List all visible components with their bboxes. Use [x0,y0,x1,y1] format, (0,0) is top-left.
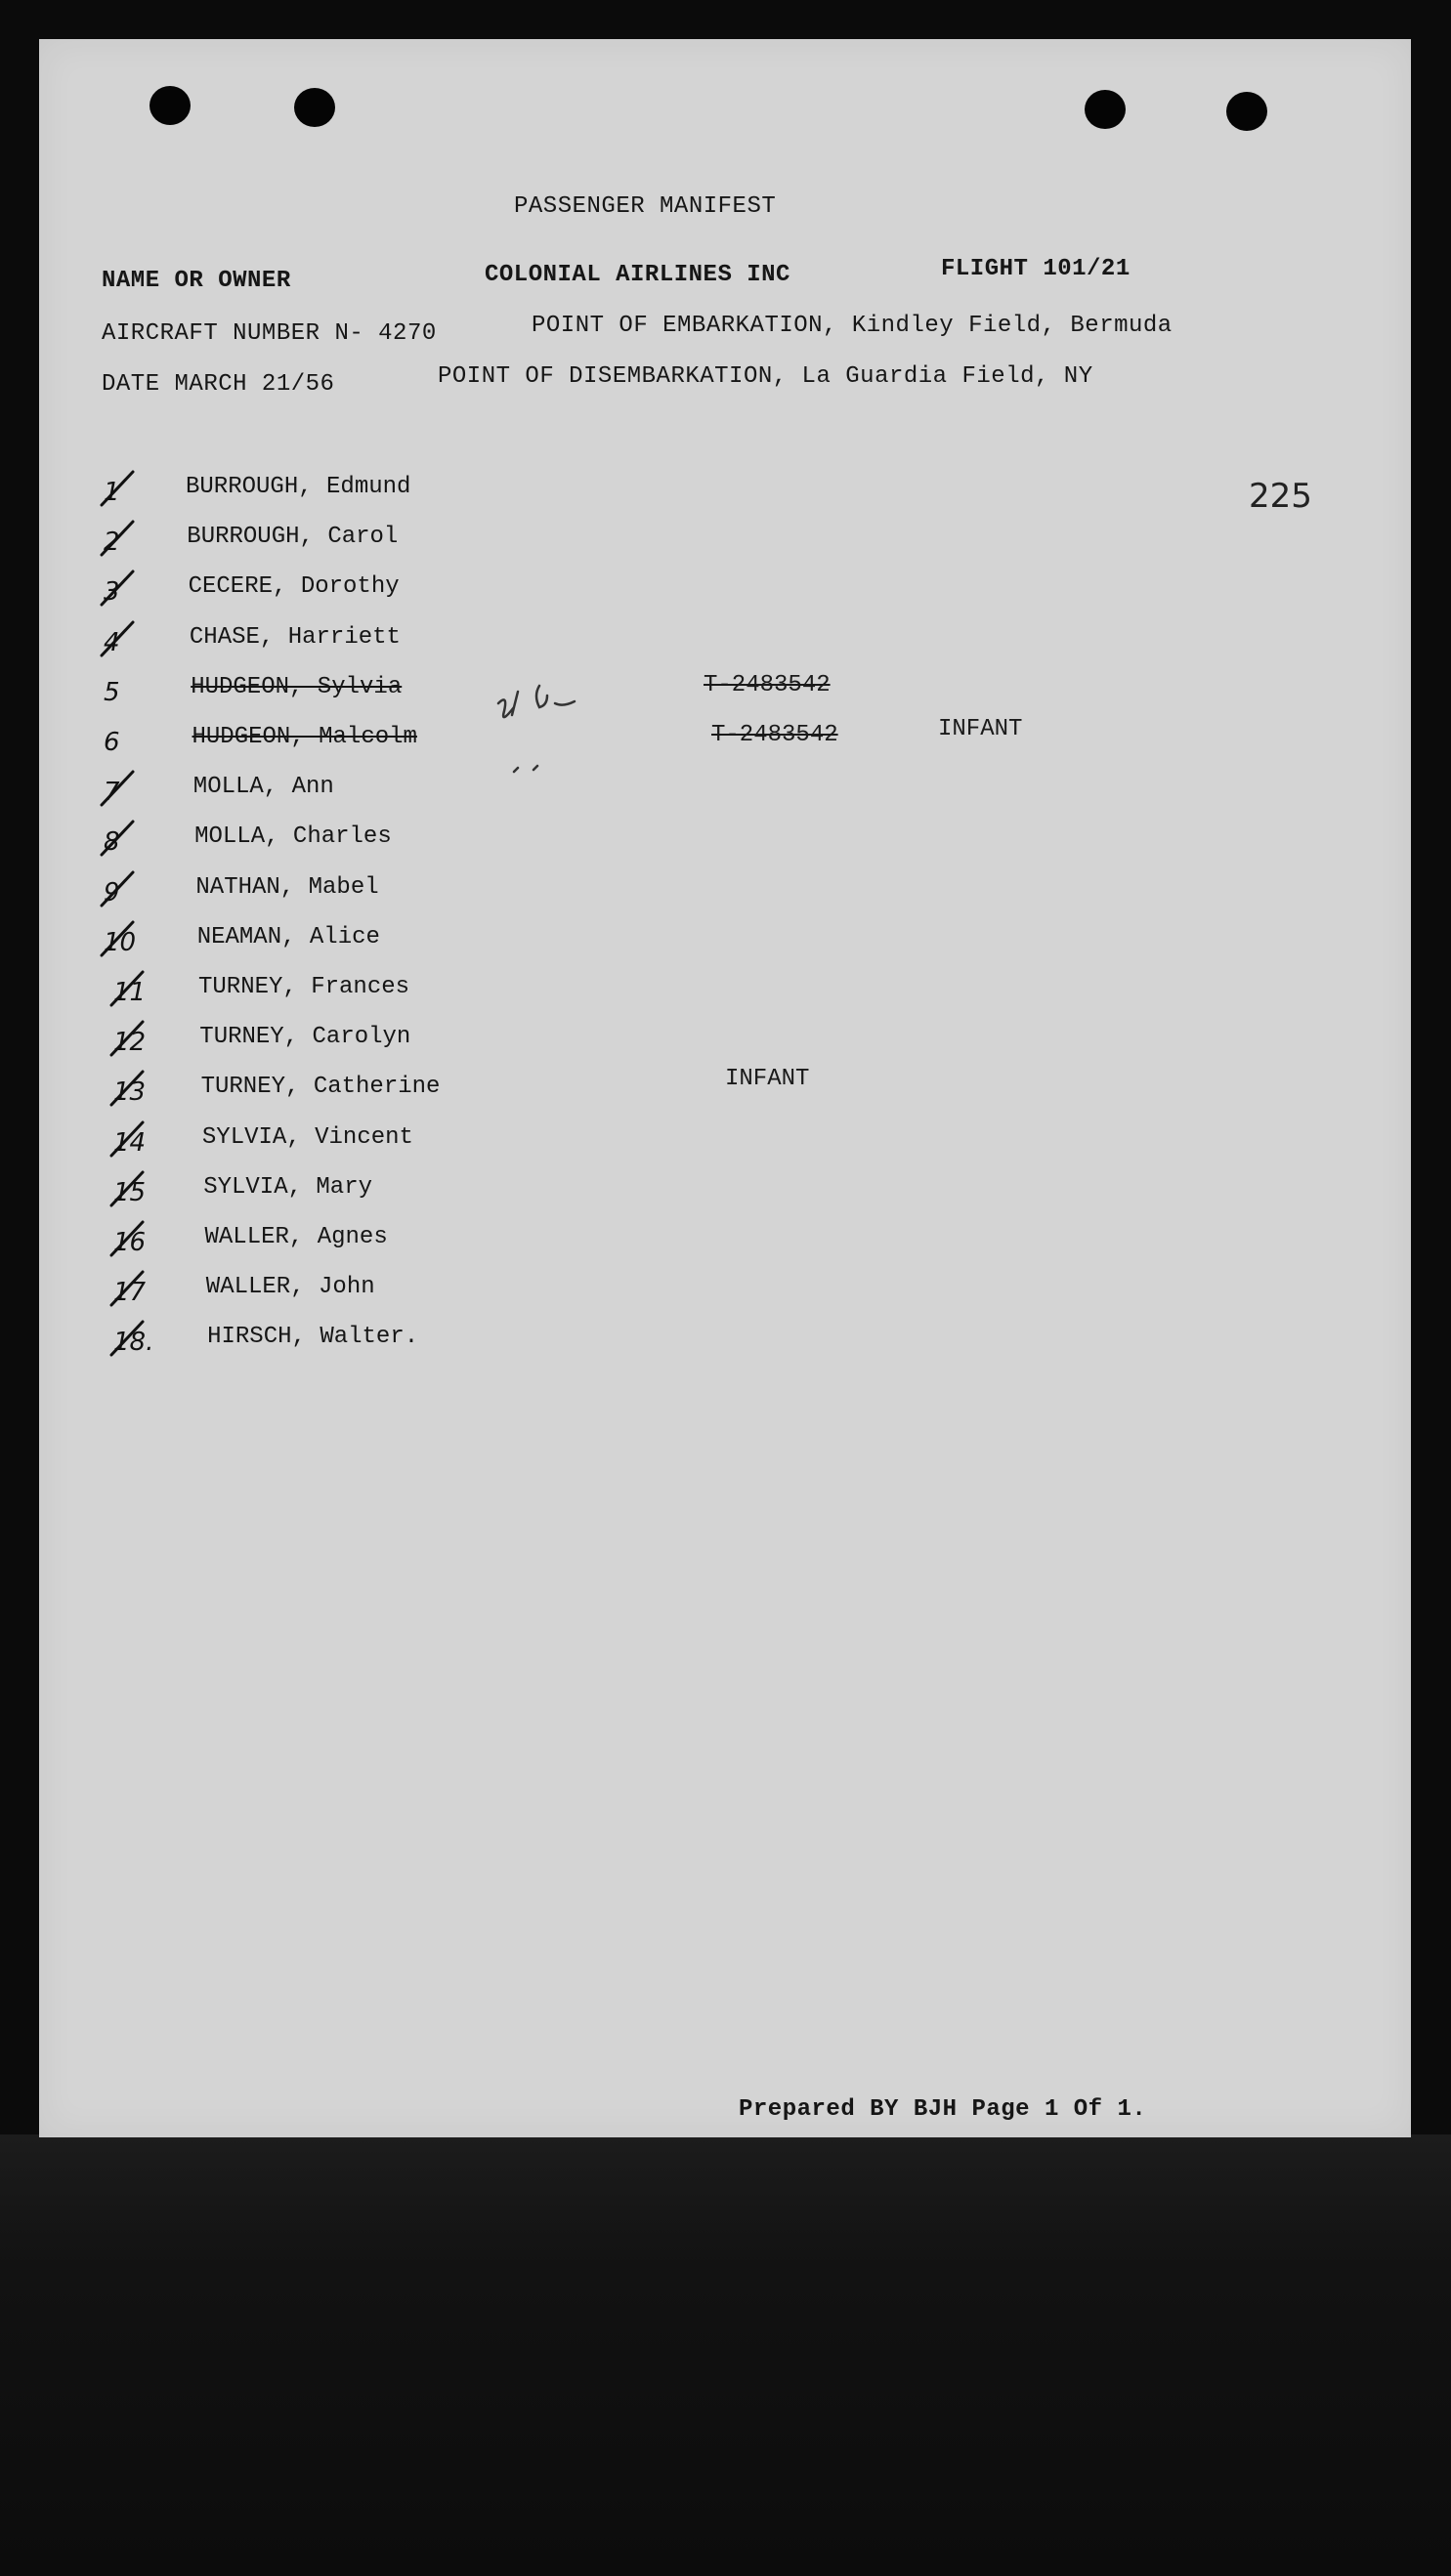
passenger-name: WALLER, John [205,1274,375,1301]
row-number: 9 [104,877,120,908]
check-mark [94,564,152,612]
passenger-name: SYLVIA, Vincent [201,1123,413,1151]
passenger-name: NATHAN, Mabel [195,873,379,901]
row-number: 4 [104,627,120,657]
owner-value: COLONIAL AIRLINES INC [485,262,790,288]
check-mark [94,764,152,813]
passenger-name: HIRSCH, Walter. [207,1324,419,1351]
check-mark [94,614,152,663]
prepared-by: Prepared BY BJH Page 1 Of 1. [739,2096,1147,2123]
check-mark [94,814,152,863]
passenger-name: WALLER, Agnes [204,1224,388,1250]
handwritten-annotation [479,664,616,781]
passenger-note: INFANT [938,716,1023,742]
flight-number: FLIGHT 101/21 [941,256,1131,282]
check-mark [94,464,152,513]
row-number: 18. [113,1328,154,1358]
row-number: 5 [104,677,120,707]
punch-hole [149,86,191,125]
punch-hole [294,88,335,127]
row-number: 14 [113,1127,147,1158]
aircraft-number: AIRCRAFT NUMBER N- 4270 [102,320,437,347]
passenger-name: CECERE, Dorothy [188,573,400,601]
owner-label: NAME OR OWNER [102,268,291,294]
ticket-number: T-2483542 [704,671,831,698]
manifest-title: PASSENGER MANIFEST [514,193,777,220]
passenger-name: TURNEY, Carolyn [199,1024,411,1051]
passenger-name: BURROUGH, Carol [187,524,399,551]
row-number: 17 [113,1278,147,1308]
passenger-name: MOLLA, Charles [194,823,392,851]
check-mark [94,865,152,913]
passenger-name: SYLVIA, Mary [203,1173,373,1201]
row-number: 7 [104,778,120,808]
passenger-name: MOLLA, Ann [192,774,334,801]
row-number: 12 [113,1028,147,1058]
row-number: 8 [104,827,120,858]
passenger-name: BURROUGH, Edmund [186,474,411,500]
row-number: 1 [104,478,120,507]
row-number: 16 [113,1228,147,1257]
manifest-page [39,39,1411,2137]
passenger-name: NEAMAN, Alice [196,923,380,950]
disembarkation-point: POINT OF DISEMBARKATION, La Guardia Field, NY [438,363,1093,390]
check-mark [94,514,152,563]
row-number: 3 [104,577,120,608]
flight-date: DATE MARCH 21/56 [102,371,335,398]
page-number: 225 [1249,477,1312,516]
row-number: 6 [104,728,120,757]
passenger-name: CHASE, Harriett [189,623,401,651]
ticket-number: T-2483542 [711,722,838,748]
passenger-name: TURNEY, Frances [198,974,410,1000]
passenger-name: HUDGEON, Sylvia [191,673,403,700]
row-number: 15 [113,1177,147,1207]
row-number: 2 [104,528,120,558]
passenger-name: HUDGEON, Malcolm [192,724,417,750]
passenger-name: TURNEY, Catherine [200,1074,441,1101]
punch-hole [1085,90,1126,129]
row-number: 11 [113,978,147,1007]
embarkation-point: POINT OF EMBARKATION, Kindley Field, Bermuda [532,313,1173,339]
scan-background [0,2134,1451,2576]
row-number: 13 [113,1077,147,1108]
row-number: 10 [104,927,137,957]
passenger-note: INFANT [725,1066,810,1093]
punch-hole [1226,92,1267,131]
